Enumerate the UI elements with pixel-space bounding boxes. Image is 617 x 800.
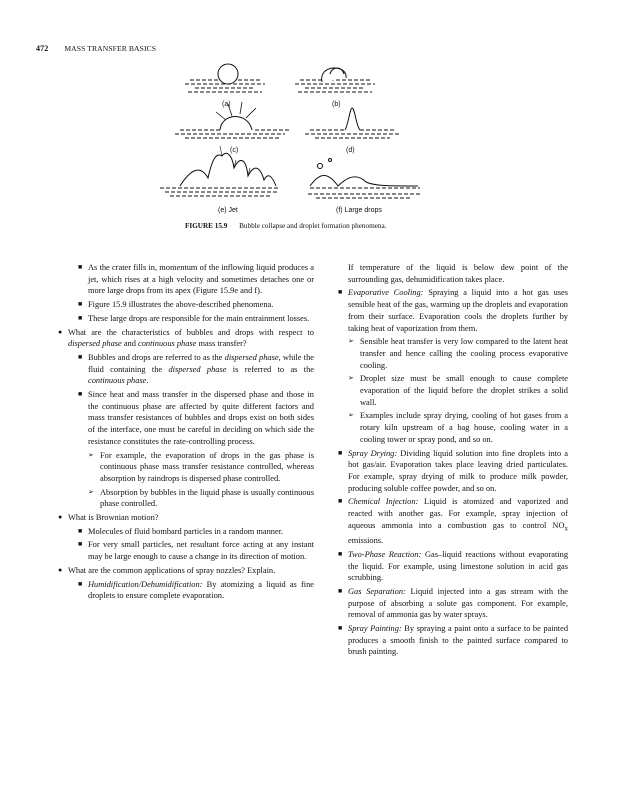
question-item: ● What is Brownian motion? xyxy=(58,513,159,523)
sub-item: ➢ Absorption by bubbles in the liquid phase is usually continuous phase controlled. xyxy=(88,487,314,509)
list-item: ■ Humidification/Dehumidification: By atomizing a liquid as fine droplets to ensure complete evaporation. xyxy=(78,579,314,601)
figure-label: FIGURE 15.9 xyxy=(185,222,228,230)
list-item: ■ Chemical Injection: Liquid is atomized and vaporized and reacted with another gas. For example, spray injection of aqueous ammonia into a combustion gas to control $NO_x$ emissions. xyxy=(338,497,569,546)
label-b: (b) xyxy=(332,101,341,108)
figure-caption xyxy=(185,222,386,230)
sub-item: ➢ Examples include spray drying, cooling of hot gases from a rotary kiln upstream of a bag house, cooling water in a cooling tower or spray pond, and so on. xyxy=(348,411,568,444)
label-a: (a) xyxy=(222,101,231,108)
list-item: ■ Bubbles and drops are referred to as the dispersed phase, while the fluid containing the dispersed phase is referred to as the continuous phase. xyxy=(78,352,315,386)
paragraph: If temperature of the liquid is below dew point of the surrounding gas, dehumidification takes place. xyxy=(348,263,568,284)
label-e: (e) Jet xyxy=(218,207,238,214)
right-column xyxy=(336,262,568,660)
label-f: (f) Large drops xyxy=(336,207,382,214)
list-item: ■ Spray Drying: Dividing liquid solution into fine droplets into a hot gas/air. Evaporation takes place leaving dried particulates. For example, spray drying of milk to produce milk powder, producing soluble coffee powder, and so on. xyxy=(338,448,568,493)
list-item: ■ These large drops are responsible for the main entrainment losses. xyxy=(78,313,310,323)
bubble-collapse-illustration xyxy=(160,60,460,220)
list-item: ■ Spray Painting: By spraying a paint onto a surface to be painted produces a smooth finish to the painted surface compared to brush painting. xyxy=(338,624,569,657)
list-item: ■ Molecules of fluid bombard particles in a random manner. xyxy=(78,526,284,536)
list-item: ■ Figure 15.9 illustrates the above-described phenomena. xyxy=(78,300,274,310)
figure-15-9 xyxy=(160,60,460,220)
label-c: (c) xyxy=(230,147,239,154)
sub-item: ➢ Sensible heat transfer is very low compared to the latent heat transfer and hence calling the cooling process evaporative cooling. xyxy=(348,337,568,370)
list-item: ■ Evaporative Cooling: Spraying a liquid into a hot gas uses sensible heat of the gas, warming up the droplets and evaporation from their surface. Evaporation cools the droplets further by taking heat of vaporization from them. xyxy=(338,288,568,333)
running-title: MASS TRANSFER BASICS xyxy=(64,44,157,53)
list-item: ■ Two-Phase Reaction: Gas–liquid reactions without evaporating the liquid. For example, using limestone solution in acid gas scrubbing. xyxy=(338,549,569,583)
question-item: ● What are the characteristics of bubbles and drops with respect to dispersed phase and continuous phase mass transfer? xyxy=(58,327,314,349)
left-column xyxy=(58,262,314,604)
question-item: ● What are the common applications of spray nozzles? Explain. xyxy=(58,565,276,575)
page-header xyxy=(36,44,156,53)
figure-caption-text: Bubble collapse and droplet formation phenomena. xyxy=(239,222,387,230)
list-item: ■ As the crater fills in, momentum of the inflowing liquid produces a jet, which rises at a high velocity and sometimes detaches one or more large drops from its apex (Figure 15.9e and f). xyxy=(78,263,314,296)
sub-item: ➢ Droplet size must be small enough to cause complete evaporation of the liquid before the droplet strikes a solid wall. xyxy=(348,374,568,407)
sub-item: ➢ For example, the evaporation of drops in the gas phase is continuous phase mass transfer resistance controlled, whereas absorption by raindrops is dispersed phase controlled. xyxy=(88,450,314,483)
list-item: ■ Since heat and mass transfer in the dispersed phase and those in the continuous phase are affected by quite different factors and mass transfer resistances of bubbles and drops exist on both sides of the interface, one must be careful in deciding on which side the resistance constitutes the rate-controlling process. xyxy=(78,390,314,446)
page-number: 472 xyxy=(36,44,49,53)
list-item: ■ For very small particles, net resultant force acting at any instant may be large enough to cause a change in its direction of motion. xyxy=(78,540,314,562)
list-item: ■ Gas Separation: Liquid injected into a gas stream with the purpose of absorbing a solute gas component. For example, removal of ammonia gas by water sprays. xyxy=(338,586,568,620)
label-d: (d) xyxy=(346,147,355,154)
